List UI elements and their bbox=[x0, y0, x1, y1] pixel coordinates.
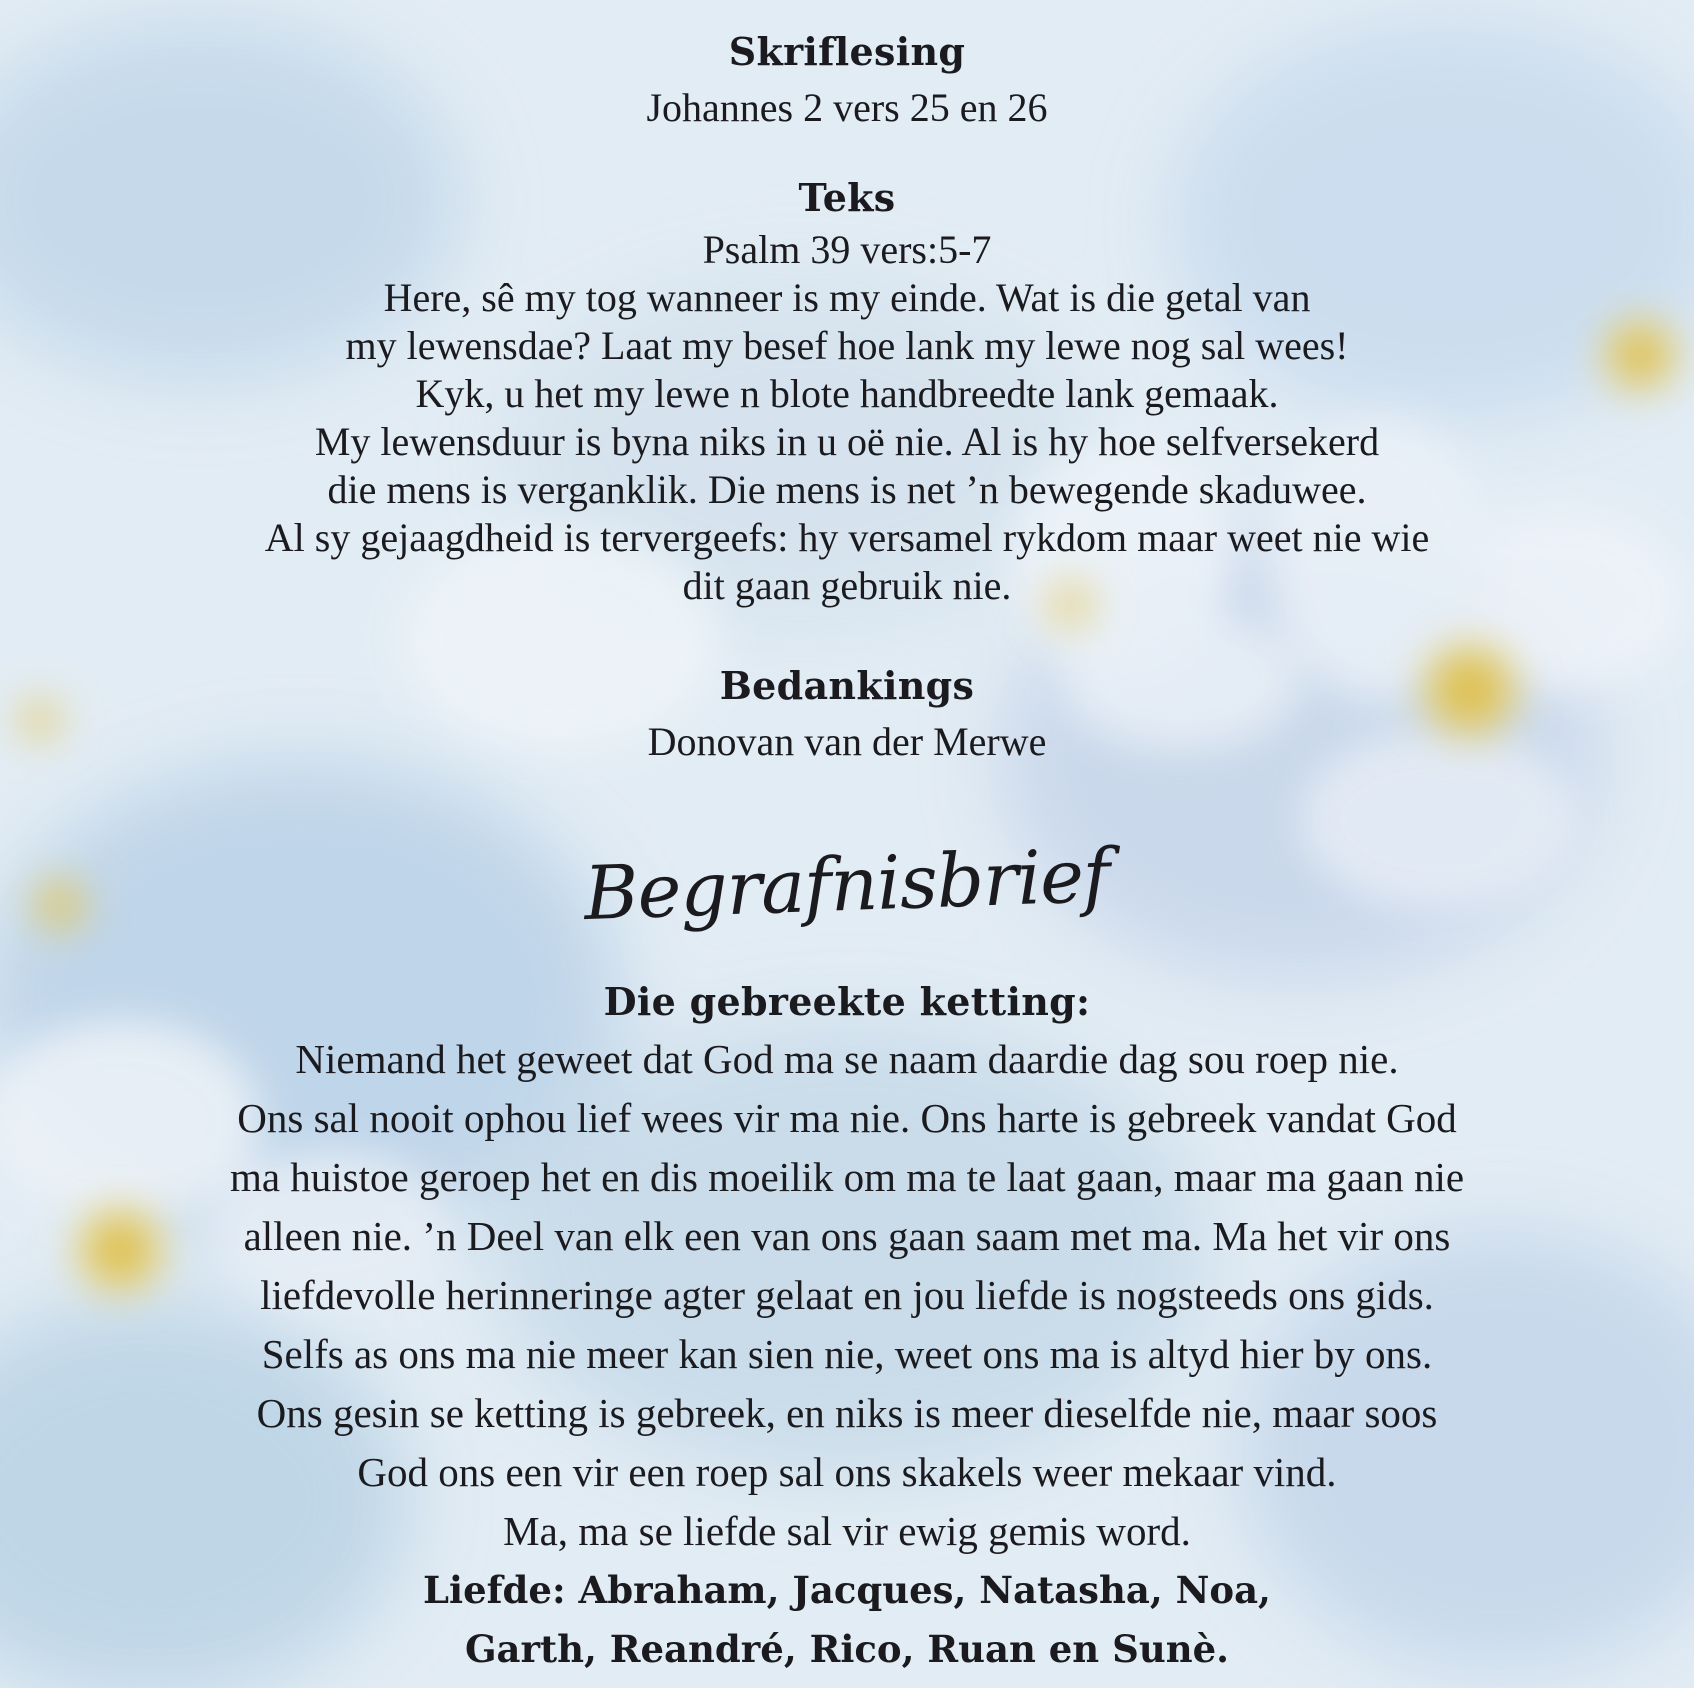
teks-line: Here, sê my tog wanneer is my einde. Wat is die getal van bbox=[383, 275, 1311, 320]
skriflesing-heading: Skriflesing bbox=[728, 29, 966, 74]
bedankings-name: Donovan van der Merwe bbox=[647, 719, 1047, 764]
teks-reference: Psalm 39 vers:5-7 bbox=[702, 227, 992, 272]
teks-line: Al sy gejaagdheid is tervergeefs: hy versamel rykdom maar weet nie wie bbox=[264, 515, 1430, 560]
teks-section bbox=[0, 176, 1694, 610]
teks-line: My lewensduur is byna niks in u oë nie. Al is hy hoe selfversekerd bbox=[314, 419, 1380, 464]
teks-line: Kyk, u het my lewe n blote handbreedte lank gemaak. bbox=[415, 371, 1279, 416]
letter-heading: Die gebreekte ketting: bbox=[603, 979, 1091, 1024]
letter-line: ma huistoe geroep het en dis moeilik om ma te laat gaan, maar ma gaan nie bbox=[229, 1154, 1465, 1200]
teks-heading: Teks bbox=[798, 175, 896, 220]
letter-signoff: Liefde: Abraham, Jacques, Natasha, Noa, bbox=[423, 1568, 1271, 1612]
teks-line: die mens is verganklik. Die mens is net ’n bewegende skaduwee. bbox=[327, 467, 1367, 512]
letter-signoff: Garth, Reandré, Rico, Ruan en Sunè. bbox=[464, 1627, 1230, 1671]
letter-line: Selfs as ons ma nie meer kan sien nie, weet ons ma is altyd hier by ons. bbox=[261, 1331, 1433, 1377]
letter-line: Ons gesin se ketting is gebreek, en niks is meer dieselfde nie, maar soos bbox=[256, 1390, 1438, 1436]
letter-line: liefdevolle herinneringe agter gelaat en jou liefde is nogsteeds ons gids. bbox=[260, 1272, 1434, 1318]
letter-section bbox=[0, 974, 1694, 1679]
teks-line: dit gaan gebruik nie. bbox=[682, 563, 1012, 608]
letter-line: Niemand het geweet dat God ma se naam daardie dag sou roep nie. bbox=[295, 1036, 1399, 1082]
begrafnisbrief-title-section bbox=[0, 832, 1694, 938]
begrafnisbrief-title: Begrafnisbrief bbox=[582, 832, 1111, 938]
bedankings-section bbox=[0, 664, 1694, 766]
skriflesing-section bbox=[0, 30, 1694, 132]
letter-line: Ons sal nooit ophou lief wees vir ma nie. Ons harte is gebreek vandat God bbox=[237, 1095, 1457, 1141]
letter-line: Ma, ma se liefde sal vir ewig gemis word. bbox=[503, 1508, 1191, 1554]
letter-line: God ons een vir een roep sal ons skakels weer mekaar vind. bbox=[357, 1449, 1337, 1495]
letter-line: alleen nie. ’n Deel van elk een van ons gaan saam met ma. Ma het vir ons bbox=[243, 1213, 1451, 1259]
bedankings-heading: Bedankings bbox=[719, 663, 975, 708]
teks-line: my lewensdae? Laat my besef hoe lank my lewe nog sal wees! bbox=[345, 323, 1349, 368]
skriflesing-reference: Johannes 2 vers 25 en 26 bbox=[646, 85, 1048, 130]
